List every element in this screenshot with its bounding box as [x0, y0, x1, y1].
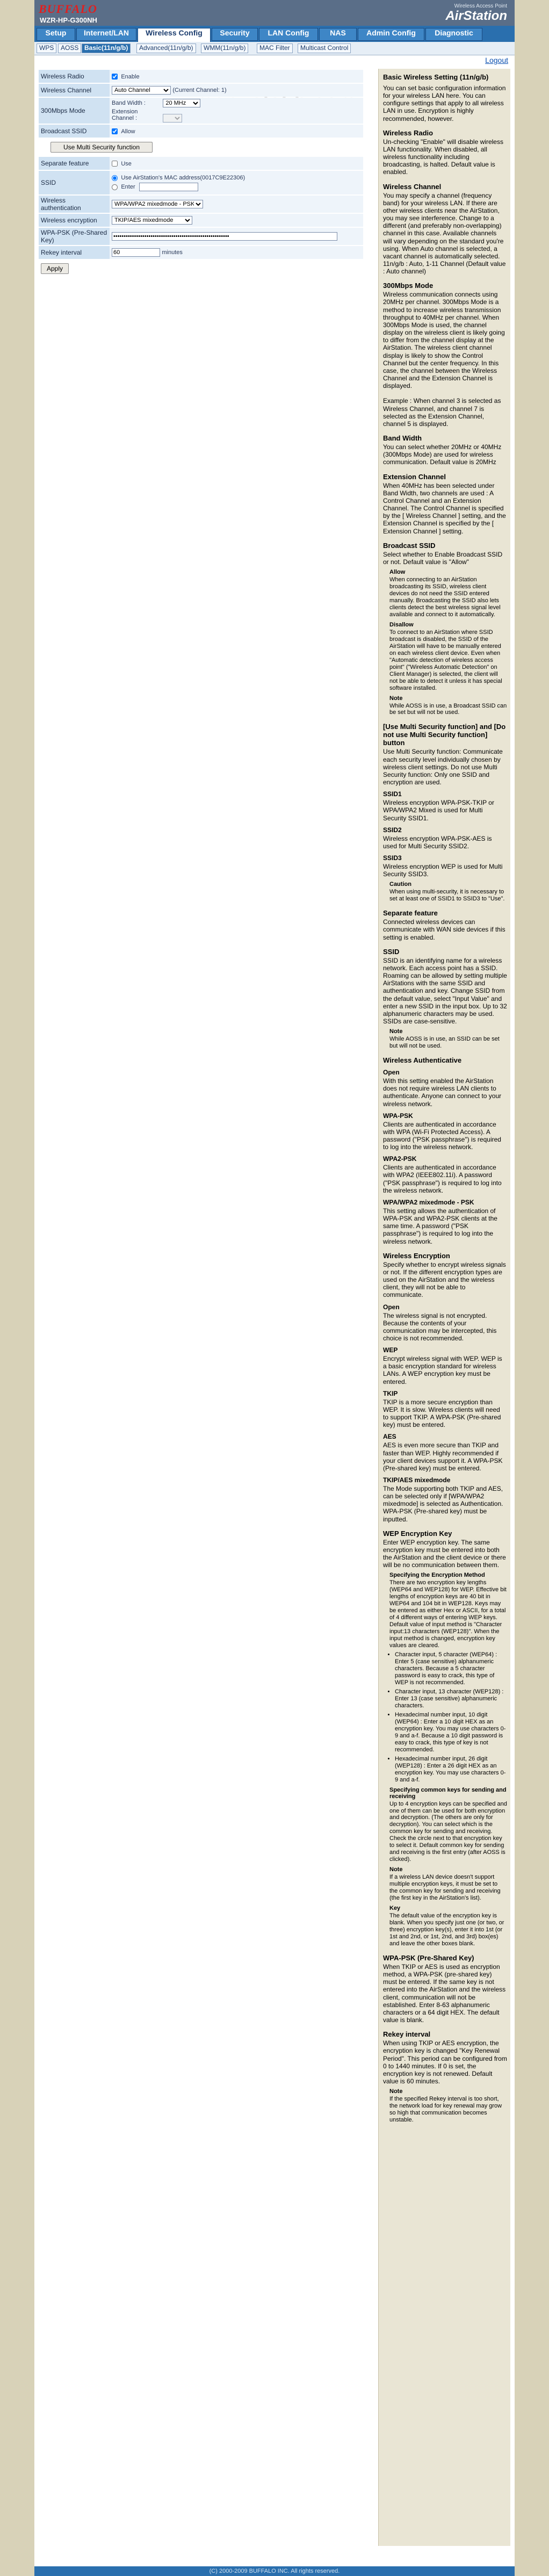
help-text: The default value of the encryption key is blank. When you specify just one (or two, or three) encryption key(s), enter it into 1st (or 1st and 2nd, or 1st, 2nd, and 3rd) box(es) and leave the other boxes blank. — [389, 1913, 504, 1947]
separate-feature-option: Use — [121, 160, 132, 167]
help-caution-heading: Caution — [389, 881, 411, 888]
tab-setup[interactable]: Setup — [37, 28, 75, 41]
security-settings-table — [39, 156, 363, 260]
help-heading: [Use Multi Security function] and [Do not use Multi Security function] button — [383, 723, 506, 747]
help-subheading: SSID1 — [383, 790, 402, 798]
subtab-wps[interactable]: WPS — [37, 44, 56, 53]
help-text: Use Multi Security function: Communicate each security level individually chosen by wireless client settings. Do not use Multi Security function: Only one SSID and encryption are used. — [383, 748, 503, 786]
help-text: With this setting enabled the AirStation does not require wireless LAN clients to authenticate. Anyone can connect to your wireless network. — [383, 1077, 502, 1108]
separate-feature-label: Separate feature — [39, 157, 110, 170]
rekey-unit: minutes — [162, 249, 183, 256]
help-subheading: AES — [383, 1433, 396, 1441]
help-heading: Rekey interval — [383, 2030, 431, 2039]
help-text: When connecting to an AirStation broadcasting its SSID, wireless client devices do not need the SSID entered manually. Broadcasting the SSID also lets clients detect the best wireless signal level available and connect to it automatically. — [389, 576, 501, 618]
help-heading: Wireless Channel — [383, 182, 442, 191]
help-text: You can select whether 20MHz or 40MHz (300Mbps Mode) are used for wireless communication. Default value is 20MHz — [383, 443, 502, 466]
broadcast-ssid-label: Broadcast SSID — [39, 125, 110, 138]
tab-diagnostic[interactable]: Diagnostic — [425, 28, 482, 41]
bandwidth-select[interactable] — [163, 99, 200, 107]
help-note-heading: Note — [389, 1866, 403, 1873]
mbps300-label: 300Mbps Mode — [39, 98, 110, 124]
brand-logo: BUFFALO — [39, 2, 97, 16]
help-heading: SSID — [383, 947, 400, 956]
ssid-enter-option: Enter — [121, 184, 135, 191]
row-separate-feature — [39, 157, 363, 170]
subtab-wmm[interactable]: WMM(11n/g/b) — [201, 44, 248, 53]
help-text: Wireless encryption WEP is used for Multi Security SSID3. — [383, 863, 503, 878]
logout-link[interactable]: Logout — [485, 56, 508, 64]
help-text: TKIP is a more secure encryption than WEP. It is slow. Wireless clients will need to support TKIP. A WPA-PSK (Pre-shared key) must be entered. — [383, 1398, 501, 1429]
help-subheading: Open — [383, 1069, 400, 1077]
help-subheading: TKIP — [383, 1389, 398, 1397]
list-item: • Hexadecimal number input, 10 digit (WEP64) : Enter a 10 digit HEX as an encryption key. You may use characters 0-9 and a-f. Because a 10 digit password is easy to crack, this type of key is not recommended. — [395, 1712, 507, 1754]
tab-wireless-config[interactable]: Wireless Config — [138, 28, 211, 42]
header-bar — [34, 0, 515, 26]
extension-channel-label: Extension Channel : — [112, 109, 138, 121]
help-heading: WPA-PSK (Pre-Shared Key) — [383, 1953, 474, 1962]
tab-admin-config[interactable]: Admin Config — [358, 28, 424, 41]
help-heading: Wireless Encryption — [383, 1251, 450, 1260]
help-subheading: SSID2 — [383, 826, 402, 834]
right-margin — [515, 0, 549, 2576]
wireless-encryption-label: Wireless encryption — [39, 214, 110, 227]
wireless-auth-select[interactable] — [112, 200, 203, 208]
model-name: WZR-HP-G300NH — [40, 16, 97, 24]
apply-button[interactable]: Apply — [41, 263, 69, 274]
tab-lan-config[interactable]: LAN Config — [259, 28, 318, 41]
help-text: Enter WEP encryption key. The same encryption key must be entered into both the AirStation and the client device or there will be no communication between them. — [383, 1538, 506, 1569]
help-note: If a wireless LAN device doesn't support multiple encryption keys, it must be set to the common key for sending and receiving (the first key in the AirStation's list). — [389, 1874, 501, 1902]
ssid-mac-option: Use AirStation's MAC address(0017C9E22306) — [121, 175, 245, 182]
help-text: To connect to an AirStation where SSID broadcast is disabled, the SSID of the AirStation will have to be manually entered on each wireless client device. Even when "Automatic detection of wireless access point" ("Wireless Automatic Detection" on Client Manager) is selected, the client will not be able to detect it unless it has special software installed. — [389, 629, 502, 691]
main-nav — [34, 26, 515, 42]
rekey-input[interactable] — [112, 248, 160, 257]
help-heading: Wireless Authenticative — [383, 1056, 462, 1065]
row-wpa-psk — [39, 228, 363, 245]
help-subheading: WPA2-PSK — [383, 1155, 417, 1163]
help-text: Connected wireless devices can communicate with WAN side devices if this setting is enabled. — [383, 918, 505, 941]
help-note-heading: Note — [389, 695, 403, 702]
help-text: When TKIP or AES is used as encryption method, a WPA-PSK (pre-shared key) must be entered. If the same key is not entered into the AirStation and the wireless client, communication will not be established. Enter 8-63 alphanumeric characters or a 64 digit HEX. The default value is blank. — [383, 1962, 506, 2024]
wireless-radio-checkbox[interactable] — [112, 74, 118, 80]
sub-nav — [34, 42, 515, 55]
help-text: Up to 4 encryption keys can be specified and one of them can be used for both encryption and decryption. (The others are only for decryption). You can select which is the common key for sending and receiving. Check the circle next to that encryption key to select it. Default common key for sending and receiving is the first entry (after AOSS is clicked). — [389, 1800, 507, 1863]
help-subheading: Specifying common keys for sending and receiving — [389, 1786, 507, 1800]
help-subheading: SSID3 — [383, 854, 402, 862]
wep-method-list — [383, 1651, 507, 1783]
wpa-psk-input[interactable] — [112, 232, 337, 241]
wireless-channel-select[interactable] — [112, 86, 171, 95]
row-wireless-auth — [39, 196, 363, 213]
help-caution: When using multi-security, it is necessary to set at least one of SSID1 to SSID3 to "Use". — [389, 889, 505, 903]
help-heading: Extension Channel — [383, 472, 446, 481]
settings-form — [39, 69, 363, 274]
help-text: Encrypt wireless signal with WEP. WEP is a basic encryption standard for wireless LANs. A WEP encryption key must be entered. — [383, 1355, 502, 1386]
help-text: Wireless communication connects using 20MHz per channel. 300Mbps Mode is a method to increase wireless transmission throughput to 40MHz per channel. When 300Mbps Mode is used, the channel display on the wireless client is likely going to differ from the channel display at the AirStation. The wireless client channel display is likely to show the Control Channel but the center frequency. In this case, the channel between the Wireless Channel and the Extension Channel is displayed. Example : When channel 3 is selected as Wireless Channel, and channel 7 is selected as the Extension Channel, channel 5 is displayed. — [383, 291, 505, 428]
subtab-multicast-control[interactable]: Multicast Control — [298, 44, 351, 53]
ssid-label: SSID — [39, 171, 110, 194]
list-item: • Character input, 13 character (WEP128) : Enter 13 (case sensitive) alphanumeric characters. — [395, 1689, 507, 1709]
help-heading: Broadcast SSID — [383, 541, 436, 550]
list-item: • Character input, 5 character (WEP64) : Enter 5 (case sensitive) alphanumeric characters. Because a 5 character password is easy to crack, this type of WEP is not recommended. — [395, 1651, 507, 1686]
help-heading: Separate feature — [383, 909, 438, 918]
help-note: While AOSS is in use, an SSID can be set but will not be used. — [389, 1036, 500, 1050]
row-ssid — [39, 171, 363, 194]
help-text: Clients are authenticated in accordance with WPA2 (IEEE802.11i). A password ("PSK passphrase") is required to log into the wireless network. — [383, 1164, 502, 1194]
subtab-basic[interactable]: Basic(11n/g/b) — [82, 44, 131, 53]
help-text: Select whether to Enable Broadcast SSID or not. Default value is "Allow" — [383, 550, 503, 566]
help-text: This setting allows the authentication of WPA-PSK and WPA2-PSK clients at the same time. A password ("PSK passphrase") is required to log into the wireless network. — [383, 1207, 497, 1245]
current-channel-text: (Current Channel: 1) — [172, 87, 227, 94]
subtab-mac-filter[interactable]: MAC Filter — [257, 44, 293, 53]
help-title: Basic Wireless Setting (11n/g/b) — [383, 73, 489, 81]
help-intro: You can set basic configuration information for your wireless LAN here. You can configure settings that apply to all wireless LAN in use. Encryption is highly recommended, however. — [383, 84, 506, 122]
left-margin — [0, 0, 34, 2576]
ssid-input[interactable] — [139, 183, 198, 191]
radio-settings-table — [39, 69, 363, 139]
help-note: If the specified Rekey interval is too short, the network load for key renewal may grow so high that communication becomes unstable. — [389, 2096, 502, 2124]
bandwidth-label: Band Width : — [112, 100, 146, 107]
footer-copyright: (C) 2000-2009 BUFFALO INC. All rights reserved. — [34, 2566, 515, 2576]
rekey-label: Rekey interval — [39, 246, 110, 259]
help-subheading: WEP — [383, 1346, 398, 1354]
help-subheading: Open — [383, 1303, 400, 1311]
help-text: Wireless encryption WPA-PSK-AES is used for Multi Security SSID2. — [383, 834, 492, 850]
multi-security-button[interactable]: Use Multi Security function — [50, 142, 153, 153]
subtab-advanced[interactable]: Advanced(11n/g/b) — [136, 44, 196, 53]
row-broadcast-ssid — [39, 125, 363, 138]
wpa-psk-label: WPA-PSK (Pre-Shared Key) — [39, 228, 110, 245]
help-panel — [378, 69, 510, 2546]
row-wireless-radio — [39, 70, 363, 83]
tab-nas[interactable]: NAS — [319, 28, 357, 41]
help-note-heading: Note — [389, 2088, 403, 2095]
help-subheading: TKIP/AES mixedmode — [383, 1476, 451, 1484]
row-wireless-channel — [39, 84, 363, 97]
help-text: AES is even more secure than TKIP and faster than WEP. Highly recommended if your client devices support it. A WPA-PSK (Pre-shared key) must be entered. — [383, 1441, 503, 1472]
row-300mbps — [39, 98, 363, 124]
extension-channel-select[interactable] — [163, 114, 182, 122]
wireless-radio-option: Enable — [121, 74, 140, 80]
separate-feature-checkbox[interactable] — [112, 161, 118, 167]
help-note: While AOSS is in use, a Broadcast SSID can be set but will not be used. — [389, 702, 507, 716]
help-text: Clients are authenticated in accordance with WPA (Wi-Fi Protected Access). A password ("PSK passphrase") is required to log into the wireless network. — [383, 1120, 501, 1151]
row-wireless-encryption — [39, 214, 363, 227]
subtab-aoss[interactable]: AOSS — [58, 44, 81, 53]
help-subheading: Allow — [389, 568, 406, 575]
help-text: You may specify a channel (frequency band) for your wireless LAN. If there are other wireless clients near the AirStation, you may see interference. Change to a different (and preferably non-overlapping) channel in this case. Available channels will vary depending on the standard you're using. When Auto channel is selected, a vacant channel is automatically selected. 11n/g/b : Auto, 1-11 Channel (Default value : Auto channel) — [383, 191, 506, 276]
wireless-auth-label: Wireless authentication — [39, 196, 110, 213]
list-item: • Hexadecimal number input, 26 digit (WEP128) : Enter a 26 digit HEX as an encryption key. You may use characters 0-9 and a-f. — [395, 1756, 507, 1784]
help-text: SSID is an identifying name for a wireless network. Each access point has a SSID. Roaming can be allowed by setting multiple AirStations with the same SSID and authentication and key. Change SSID from the default value, select "Input Value" and enter a new SSID in the input box. Up to 32 alphanumeric characters may be used. SSIDs are case-sensitive. — [383, 956, 507, 1025]
help-subheading: WPA-PSK — [383, 1112, 413, 1120]
help-note-heading: Note — [389, 1028, 403, 1035]
help-subheading: WPA/WPA2 mixedmode - PSK — [383, 1198, 474, 1206]
help-text: Un-checking "Enable" will disable wireless LAN functionality. When disabled, all wireless functionality including broadcasting, is halted. Default value is enabled. — [383, 138, 503, 176]
product-subtitle: Wireless Access Point — [454, 3, 507, 9]
wireless-channel-label: Wireless Channel — [39, 84, 110, 97]
help-text: When 40MHz has been selected under Band Width, two channels are used : A Control Channel and an Extension Channel. The Control Channel is specified by the [ Wireless Channel ] setting, and the Extension Channel is specified by the [ Extension Channel ] setting. — [383, 481, 506, 535]
help-text: The Mode supporting both TKIP and AES, can be selected only if [WPA/WPA2 mixedmode] is selected as Authentication. WPA-PSK (Pre-shared key) must be inputted. — [383, 1485, 503, 1523]
broadcast-ssid-checkbox[interactable] — [112, 128, 118, 134]
help-text: Specify whether to encrypt wireless signals or not. If the different encryption types are used on the AirStation and the wireless client, they will not be able to communicate. — [383, 1260, 506, 1299]
tab-internet-lan[interactable]: Internet/LAN — [76, 28, 136, 41]
help-heading: WEP Encryption Key — [383, 1529, 452, 1538]
router-admin-page — [34, 0, 515, 2576]
help-text: When using TKIP or AES encryption, the encryption key is changed "Key Renewal Period". This period can be configured from 0 to 1440 minutes. If 0 is set, the encryption key is not renewed. Default value is 60 minutes. — [383, 2039, 507, 2085]
help-heading: Wireless Radio — [383, 128, 434, 137]
ssid-mac-radio[interactable] — [112, 175, 118, 181]
broadcast-ssid-option: Allow — [121, 128, 135, 135]
help-subheading: Disallow — [389, 621, 414, 628]
help-subheading: Key — [389, 1905, 401, 1912]
tab-security[interactable]: Security — [212, 28, 258, 41]
row-rekey-interval — [39, 246, 363, 259]
wireless-radio-label: Wireless Radio — [39, 70, 110, 83]
help-heading: 300Mbps Mode — [383, 282, 434, 290]
help-text: There are two encryption key lengths (WEP64 and WEP128) for WEP. Effective bit lengths of encryption keys are 40 bit in WEP64 and 104 bit in WEP128. Keys may be entered as either Hex or ASCII, for a total of 4 different ways of entering WEP keys. Default value of input method is "Character input:13 characters (WEP128)". When the input method is changed, encryption key values are cleared. — [389, 1579, 507, 1649]
wireless-encryption-select[interactable] — [112, 216, 192, 225]
help-subheading: Specifying the Encryption Method — [389, 1572, 485, 1579]
ssid-enter-radio[interactable] — [112, 184, 118, 190]
product-name: AirStation — [445, 9, 507, 23]
help-text: Wireless encryption WPA-PSK-TKIP or WPA/WPA2 Mixed is used for Multi Security SSID1. — [383, 799, 494, 822]
help-text: The wireless signal is not encrypted. Because the contents of your communication may be intercepted, this choice is not recommended. — [383, 1311, 497, 1342]
help-heading: Band Width — [383, 434, 422, 443]
